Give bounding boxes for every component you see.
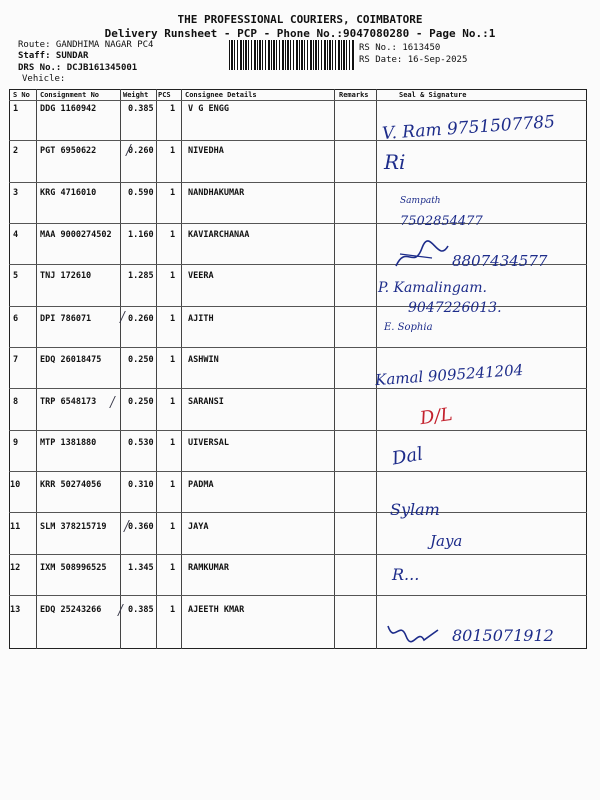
row-2-consignee: NIVEDHA	[188, 146, 224, 156]
rs-date: RS Date: 16-Sep-2025	[359, 55, 468, 65]
col-header-sno: S No	[13, 91, 30, 99]
row-divider	[9, 595, 587, 596]
row-6-sno: 6	[13, 314, 19, 324]
signature-row-4: 8807434577	[452, 252, 548, 270]
row-11-consignee: JAYA	[188, 522, 209, 532]
row-7-sno: 7	[13, 355, 19, 365]
col-divider	[181, 89, 182, 649]
row-8-sno: 8	[13, 397, 19, 407]
row-divider	[9, 512, 587, 513]
row-5-pcs: 1	[170, 271, 176, 281]
signature-row-3: Sampath	[400, 196, 441, 206]
signature-row-9: Dal	[390, 443, 425, 470]
row-7-pcs: 1	[170, 355, 176, 365]
row-12-sno: 12	[10, 563, 21, 573]
col-divider	[120, 89, 121, 649]
row-divider	[9, 388, 587, 389]
company-title: THE PROFESSIONAL COURIERS, COIMBATORE	[177, 13, 423, 26]
signature-row-12: R...	[392, 565, 420, 584]
route-label: Route: GANDHIMA NAGAR PC4	[18, 40, 154, 50]
col-header-consignment: Consignment No	[40, 91, 100, 99]
row-divider	[9, 140, 587, 141]
signature-row-5-phone: 9047226013.	[408, 300, 502, 316]
row-10-pcs: 1	[170, 480, 176, 490]
row-12-pcs: 1	[170, 563, 176, 573]
drs-label: DRS No.: DCJB161345001	[18, 63, 138, 73]
row-13-consignee: AJEETH KMAR	[188, 605, 245, 615]
signature-row-2: Ri	[384, 150, 406, 174]
row-5-weight: 1.285	[128, 271, 154, 281]
row-9-sno: 9	[13, 438, 19, 448]
row-4-consignee: KAVIARCHANAA	[188, 230, 250, 240]
row-12-consignment: IXM 508996525	[40, 563, 107, 573]
col-header-weight: Weight	[123, 91, 149, 99]
signature-row-1: V. Ram 9751507785	[381, 111, 556, 145]
signature-row-5: P. Kamalingam.	[378, 280, 487, 296]
col-divider	[334, 89, 335, 649]
row-8-consignment: TRP 6548173	[40, 397, 97, 407]
runsheet-subtitle: Delivery Runsheet - PCP - Phone No.:9047080280 - Page No.:1	[104, 27, 496, 40]
row-4-pcs: 1	[170, 230, 176, 240]
row-8-weight: 0.250	[128, 397, 154, 407]
row-divider	[9, 223, 587, 224]
row-13-weight: 0.385	[128, 605, 154, 615]
row-1-consignee: V G ENGG	[188, 104, 229, 114]
signature-row-11: Jaya	[430, 532, 463, 550]
row-9-consignee: UIVERSAL	[188, 438, 229, 448]
col-header-signature: Seal & Signature	[399, 91, 467, 99]
signature-row-8: D/L	[418, 403, 454, 430]
row-13-pcs: 1	[170, 605, 176, 615]
row-2-pcs: 1	[170, 146, 176, 156]
row-9-weight: 0.530	[128, 438, 154, 448]
row-1-pcs: 1	[170, 104, 176, 114]
row-1-consignment: DDG 1160942	[40, 104, 97, 114]
row-6-consignee: AJITH	[188, 314, 214, 324]
row-13-sno: 13	[10, 605, 21, 615]
row-5-consignment: TNJ 172610	[40, 271, 92, 281]
signature-row-6: E. Sophia	[384, 322, 433, 333]
row-7-weight: 0.250	[128, 355, 154, 365]
signature-row-10: Sylam	[390, 500, 440, 519]
signature-row-7: Kamal 9095241204	[374, 360, 524, 390]
row-11-sno: 11	[10, 522, 21, 532]
row-1-weight: 0.385	[128, 104, 154, 114]
row-6-weight: 0.260	[128, 314, 154, 324]
row-10-consignee: PADMA	[188, 480, 214, 490]
col-header-consignee: Consignee Details	[185, 91, 257, 99]
row-divider	[9, 554, 587, 555]
signature-row-4-scribble	[392, 240, 452, 272]
row-divider	[9, 347, 587, 348]
row-11-pcs: 1	[170, 522, 176, 532]
row-9-pcs: 1	[170, 438, 176, 448]
row-3-sno: 3	[13, 188, 19, 198]
row-12-weight: 1.345	[128, 563, 154, 573]
signature-row-13: 8015071912	[452, 626, 554, 645]
signature-row-13-scribble	[384, 618, 444, 648]
row-3-weight: 0.590	[128, 188, 154, 198]
row-4-consignment: MAA 9000274502	[40, 230, 112, 240]
row-divider	[9, 182, 587, 183]
row-2-weight: 0.260	[128, 146, 154, 156]
header-divider	[9, 100, 587, 101]
row-1-sno: 1	[13, 104, 19, 114]
row-2-consignment: PGT 6950622	[40, 146, 97, 156]
staff-label: Staff: SUNDAR	[18, 51, 89, 61]
row-12-consignee: RAMKUMAR	[188, 563, 229, 573]
col-divider	[156, 89, 157, 649]
row-divider	[9, 430, 587, 431]
col-divider	[376, 89, 377, 649]
barcode	[229, 40, 355, 70]
row-4-sno: 4	[13, 230, 19, 240]
row-11-consignment: SLM 378215719	[40, 522, 107, 532]
signature-row-3-phone: 7502854477	[400, 214, 483, 229]
row-2-sno: 2	[13, 146, 19, 156]
row-6-consignment: DPI 786071	[40, 314, 92, 324]
row-5-consignee: VEERA	[188, 271, 214, 281]
row-10-weight: 0.310	[128, 480, 154, 490]
row-11-weight: 0.360	[128, 522, 154, 532]
row-3-consignment: KRG 4716010	[40, 188, 97, 198]
row-10-consignment: KRR 50274056	[40, 480, 102, 490]
row-3-consignee: NANDHAKUMAR	[188, 188, 245, 198]
row-6-pcs: 1	[170, 314, 176, 324]
rs-no: RS No.: 1613450	[359, 43, 441, 53]
row-4-weight: 1.160	[128, 230, 154, 240]
row-8-pcs: 1	[170, 397, 176, 407]
col-header-pcs: PCS	[158, 91, 171, 99]
col-divider	[36, 89, 37, 649]
row-7-consignment: EDQ 26018475	[40, 355, 102, 365]
row-9-consignment: MTP 1381880	[40, 438, 97, 448]
col-header-remarks: Remarks	[339, 91, 369, 99]
row-divider	[9, 471, 587, 472]
row-5-sno: 5	[13, 271, 19, 281]
vehicle-label: Vehicle:	[22, 74, 66, 84]
row-3-pcs: 1	[170, 188, 176, 198]
row-10-sno: 10	[10, 480, 21, 490]
row-8-consignee: SARANSI	[188, 397, 224, 407]
row-7-consignee: ASHWIN	[188, 355, 219, 365]
row-13-consignment: EDQ 25243266	[40, 605, 102, 615]
